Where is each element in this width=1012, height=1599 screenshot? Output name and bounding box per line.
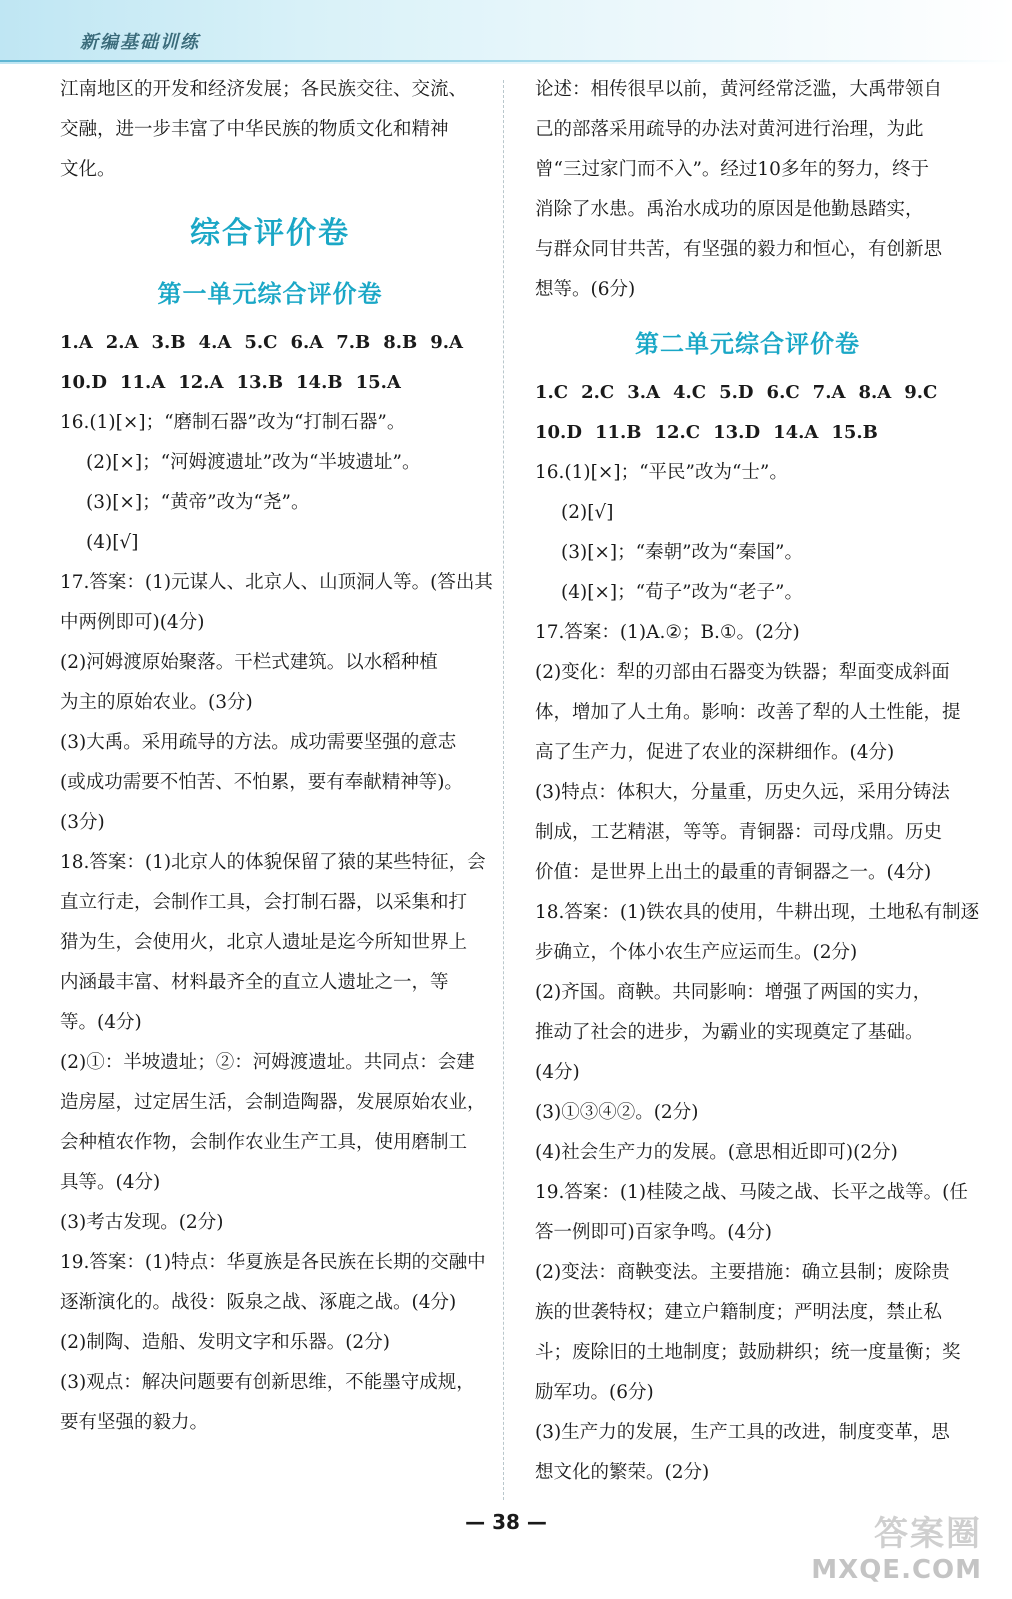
text-line: 交融，进一步丰富了中华民族的物质文化和精神 <box>60 119 449 140</box>
text-line: (或成功需要不怕苦、不怕累，要有奉献精神等)。 <box>60 772 463 793</box>
mc-answer: 4.C <box>673 382 707 403</box>
text-line: (3)特点：体积大，分量重，历史久远，采用分铸法 <box>535 782 950 803</box>
mc-answer: 2.A <box>105 332 139 353</box>
unit1-mc-row1 <box>60 323 480 363</box>
text-line: 答一例即可)百家争鸣。(4分) <box>535 1222 772 1243</box>
mc-answer: 8.B <box>383 332 418 353</box>
text-line: 消除了水患。禹治水成功的原因是他勤恳踏实， <box>535 199 924 220</box>
mc-answer: 7.A <box>812 382 846 403</box>
text-line: 19.答案：(1)特点：华夏族是各民族在长期的交融中 <box>60 1252 486 1273</box>
mc-answer: 13.D <box>713 422 761 443</box>
text-line: 等。(4分) <box>60 1012 142 1033</box>
mc-answer: 7.B <box>336 332 371 353</box>
left-column <box>60 70 493 1443</box>
text-line: 族的世袭特权；建立户籍制度；严明法度，禁止私 <box>535 1302 943 1323</box>
mc-answer: 14.A <box>773 422 819 443</box>
unit2-q17 <box>535 613 960 893</box>
unit2-title: 第二单元综合评价卷 <box>635 330 860 358</box>
text-line: 17.答案：(1)元谋人、北京人、山顶洞人等。(答出其 <box>60 572 493 593</box>
text-line: 想等。(6分) <box>535 279 636 300</box>
text-line: (2)制陶、造船、发明文字和乐器。(2分) <box>60 1332 390 1353</box>
unit1-q19 <box>60 1243 486 1443</box>
text-line: 想文化的繁荣。(2分) <box>535 1462 710 1483</box>
text-line: (3)生产力的发展，生产工具的改进，制度变革，思 <box>535 1422 950 1443</box>
text-line: 曾“三过家门而不入”。经过10多年的努力，终于 <box>535 159 929 180</box>
header-brand: 新编基础训练 <box>80 32 200 53</box>
main-title: 综合评价卷 <box>190 216 350 251</box>
text-line: 论述：相传很早以前，黄河经常泛滥，大禹带领自 <box>535 79 943 100</box>
column-divider <box>503 80 504 1500</box>
text-line: 17.答案：(1)A.②；B.①。(2分) <box>535 622 800 643</box>
text-line: 步确立，个体小农生产应运而生。(2分) <box>535 942 858 963</box>
text-line: (2)①：半坡遗址；②：河姆渡遗址。共同点：会建 <box>60 1052 475 1073</box>
page-number: — 38 — <box>465 1510 547 1534</box>
text-line: (2)河姆渡原始聚落。干栏式建筑。以水稻种植 <box>60 652 438 673</box>
mc-answer: 10.D <box>60 372 107 393</box>
mc-answer: 9.A <box>430 332 463 353</box>
text-line: 体，增加了人土角。影响：改善了犁的人土性能，提 <box>535 702 961 723</box>
mc-answer: 12.C <box>654 422 701 443</box>
mc-answer: 6.C <box>766 382 800 403</box>
mc-answer: 3.B <box>151 332 186 353</box>
mc-answer: 15.A <box>355 372 401 393</box>
mc-answer: 4.A <box>198 332 232 353</box>
text-line: 励军功。(6分) <box>535 1382 654 1403</box>
unit1-q16 <box>60 403 480 563</box>
watermark-logo <box>811 1506 982 1585</box>
text-line: 高了生产力，促进了农业的深耕细作。(4分) <box>535 742 895 763</box>
text-line: 价值：是世界上出土的最重的青铜器之一。(4分) <box>535 862 932 883</box>
text-line: (3)观点：解决问题要有创新思维，不能墨守成规， <box>60 1372 475 1393</box>
text-line: 18.答案：(1)北京人的体貌保留了猿的某些特征，会 <box>60 852 486 873</box>
text-line: 中两例即可)(4分) <box>60 612 205 633</box>
text-line: 16.(1)[×]；“平民”改为“士”。 <box>535 462 788 483</box>
text-line: 推动了社会的进步，为霸业的实现奠定了基础。 <box>535 1022 924 1043</box>
text-line: 会种植农作物，会制作农业生产工具，使用磨制工 <box>60 1132 468 1153</box>
text-line: (4分) <box>535 1062 580 1083</box>
text-line: 具等。(4分) <box>60 1172 161 1193</box>
right-column <box>535 70 980 1493</box>
unit1-mc-row2 <box>60 363 480 403</box>
unit1-title: 第一单元综合评价卷 <box>157 280 383 308</box>
mc-answer: 11.A <box>119 372 166 393</box>
unit1-q17 <box>60 563 493 843</box>
mc-answer: 5.D <box>719 382 754 403</box>
mc-answer: 13.B <box>236 372 284 393</box>
text-line: (2)变化：犁的刃部由石器变为铁器；犁面变成斜面 <box>535 662 950 683</box>
text-line: 内涵最丰富、材料最齐全的直立人遗址之一，等 <box>60 972 449 993</box>
mc-answer: 1.A <box>60 332 93 353</box>
unit2-mc-row2 <box>535 413 960 453</box>
unit2-q19 <box>535 1173 968 1493</box>
unit1-q18 <box>60 843 486 1243</box>
mc-answer: 9.C <box>904 382 938 403</box>
watermark-top: 答案圈 <box>874 1514 982 1554</box>
mc-answer: 3.A <box>627 382 661 403</box>
text-line: 斗；废除旧的土地制度；鼓励耕织；统一度量衡；奖 <box>535 1342 961 1363</box>
mc-answer: 6.A <box>290 332 324 353</box>
mc-answer: 8.A <box>858 382 892 403</box>
unit2-q18 <box>535 893 980 1173</box>
text-line: (3分) <box>60 812 105 833</box>
text-line: 猎为生，会使用火，北京人遗址是迄今所知世界上 <box>60 932 468 953</box>
text-line: 19.答案：(1)桂陵之战、马陵之战、长平之战等。(任 <box>535 1182 968 1203</box>
mc-answer: 1.C <box>535 382 569 403</box>
text-line: (3)考古发现。(2分) <box>60 1212 224 1233</box>
text-line: (2)变法：商鞅变法。主要措施：确立县制；废除贵 <box>535 1262 950 1283</box>
text-line: 要有坚强的毅力。 <box>60 1412 209 1433</box>
text-line: (4)[√] <box>86 532 139 553</box>
text-line: (3)大禹。采用疏导的方法。成功需要坚强的意志 <box>60 732 457 753</box>
header-rule <box>0 60 1012 62</box>
text-line: (3)①③④②。(2分) <box>535 1102 699 1123</box>
mc-answer: 15.B <box>831 422 878 443</box>
mc-answer: 14.B <box>296 372 343 393</box>
text-line: 己的部落采用疏导的办法对黄河进行治理，为此 <box>535 119 924 140</box>
text-line: 江南地区的开发和经济发展；各民族交往、交流、 <box>60 79 468 100</box>
text-line: (3)[×]；“秦朝”改为“秦国”。 <box>561 542 803 563</box>
mc-answer: 11.B <box>594 422 642 443</box>
text-line: 18.答案：(1)铁农具的使用，牛耕出现，土地私有制逐 <box>535 902 980 923</box>
mc-answer: 12.A <box>178 372 224 393</box>
text-line: (2)[√] <box>561 502 614 523</box>
text-line: (2)[×]；“河姆渡遗址”改为“半坡遗址”。 <box>86 452 421 473</box>
text-line: (2)齐国。商鞅。共同影响：增强了两国的实力， <box>535 982 932 1003</box>
unit2-mc-row1 <box>535 373 960 413</box>
text-line: (4)社会生产力的发展。(意思相近即可)(2分) <box>535 1142 898 1163</box>
text-line: 为主的原始农业。(3分) <box>60 692 253 713</box>
text-line: 文化。 <box>60 159 116 180</box>
text-line: 逐渐演化的。战役：阪泉之战、涿鹿之战。(4分) <box>60 1292 457 1313</box>
unit2-q16 <box>535 453 960 613</box>
right-intro <box>535 70 960 310</box>
mc-answer: 10.D <box>535 422 582 443</box>
watermark-bottom: MXQE.COM <box>811 1555 982 1585</box>
text-line: 16.(1)[×]；“磨制石器”改为“打制石器”。 <box>60 412 406 433</box>
mc-answer: 2.C <box>581 382 615 403</box>
text-line: (4)[×]；“荀子”改为“老子”。 <box>561 582 803 603</box>
text-line: 与群众同甘共苦，有坚强的毅力和恒心，有创新思 <box>535 239 943 260</box>
text-line: 制成，工艺精湛，等等。青铜器：司母戊鼎。历史 <box>535 822 943 843</box>
text-line: 造房屋，过定居生活，会制造陶器，发展原始农业， <box>60 1092 486 1113</box>
mc-answer: 5.C <box>244 332 278 353</box>
text-line: (3)[×]；“黄帝”改为“尧”。 <box>86 492 310 513</box>
text-line: 直立行走，会制作工具，会打制石器，以采集和打 <box>60 892 468 913</box>
left-intro <box>60 70 480 190</box>
